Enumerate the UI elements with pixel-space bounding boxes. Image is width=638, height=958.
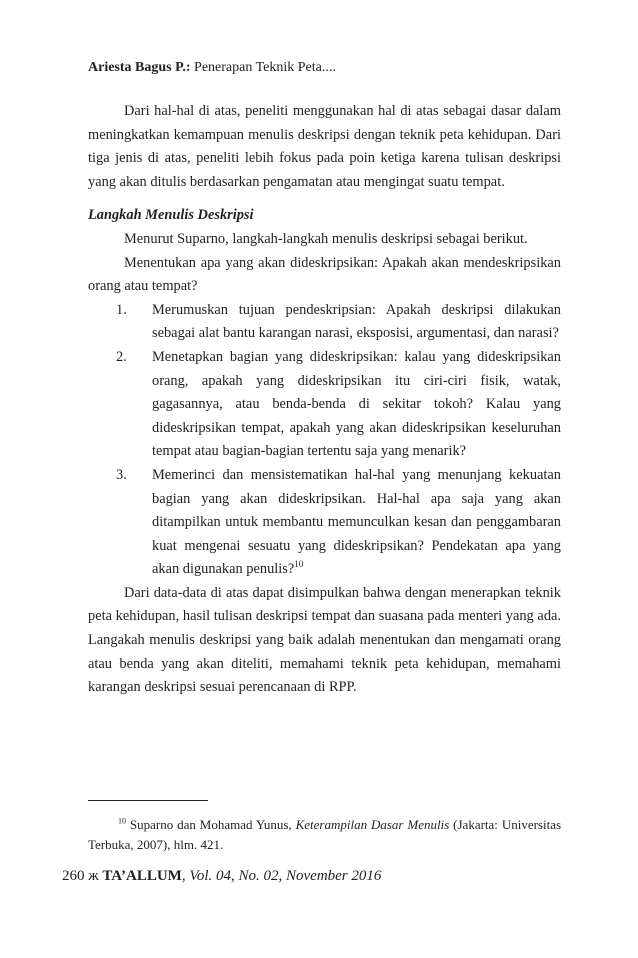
- list-item-text: Merumuskan tujuan pendeskripsian: Apakah deskripsi dilakukan sebagai alat bantu karangan narasi, eksposisi, argumentasi, dan narasi?: [152, 301, 561, 342]
- footnote-divider: [88, 800, 208, 801]
- paragraph-intro: Dari hal-hal di atas, peneliti menggunakan hal di atas sebagai dasar dalam meningkatkan kemampuan menulis deskripsi dengan teknik peta kehidupan. Dari tiga jenis di atas, peneliti lebih fokus pada poin ketiga karena tulisan deskripsi yang akan ditulis berdasarkan pengamatan atau mengingat suatu tempat.: [88, 103, 561, 190]
- body-text: [88, 100, 561, 700]
- journal-name: TA’ALLUM: [102, 868, 182, 884]
- footnote-reference[interactable]: 10: [294, 559, 304, 570]
- paragraph-steps-intro: Menurut Suparno, langkah-langkah menulis deskripsi sebagai berikut.: [124, 230, 528, 247]
- footnote-book-title: Keterampilan Dasar Menulis: [295, 817, 450, 832]
- list-item: [88, 464, 561, 582]
- footer-separator: ж: [88, 868, 99, 884]
- list-item-text: Memerinci dan mensistematikan hal-hal yang menunjang kekuatan bagian yang akan dideskripsikan. Hal-hal apa saja yang akan ditampilkan untuk membantu memunculkan kesan dan penggambaran kuat mengenai sesuatu yang dideskripsikan? Pendekatan apa yang akan digunakan penulis?: [152, 466, 561, 578]
- section-heading: Langkah Menulis Deskripsi: [88, 207, 254, 224]
- paragraph-step-lead: Menentukan apa yang akan dideskripsikan: Apakah akan mendeskripsikan orang atau tempat?: [88, 254, 561, 295]
- steps-list: [88, 299, 561, 582]
- footnote-number: 10: [118, 816, 126, 826]
- footnote-publication: (Jakarta: Universitas Terbuka, 2007), hlm. 421.: [88, 817, 562, 852]
- list-item: [88, 299, 561, 346]
- list-item-number: 2.: [116, 348, 127, 365]
- header-title: Penerapan Teknik Peta....: [194, 60, 336, 75]
- page-number: 260: [62, 868, 85, 884]
- paragraph-conclusion: Dari data-data di atas dapat disimpulkan bahwa dengan menerapkan teknik peta kehidupan, hasil tulisan deskripsi tempat dan suasana pada menteri yang ada. Langakah menulis deskripsi yang baik adalah menentukan dan mengamati orang atau benda yang akan diteliti, memahami teknik peta kehidupan, memahami karangan deskripsi sesuai perencanaan di RPP.: [88, 584, 561, 696]
- list-item-text: Menetapkan bagian yang dideskripsikan: kalau yang dideskripsikan orang, apakah yang dideskripsikan itu ciri-ciri fisik, watak, gagasannya, atau benda-benda di sekitar tokoh? Kalau yang dideskripsikan tempat, apakah yang akan dideskripsikan keseluruhan tempat atau bagian-bagian tertentu saja yang menarik?: [152, 348, 561, 460]
- page-footer: [62, 866, 381, 886]
- running-header: [88, 59, 336, 77]
- list-item-number: 3.: [116, 466, 127, 483]
- journal-issue: , Vol. 04, No. 02, November 2016: [181, 868, 382, 884]
- footnote-authors: Suparno dan Mohamad Yunus,: [129, 817, 292, 832]
- list-item-number: 1.: [116, 301, 127, 318]
- header-author: Ariesta Bagus P.:: [88, 60, 191, 75]
- list-item: [88, 346, 561, 464]
- footnote: [88, 815, 561, 855]
